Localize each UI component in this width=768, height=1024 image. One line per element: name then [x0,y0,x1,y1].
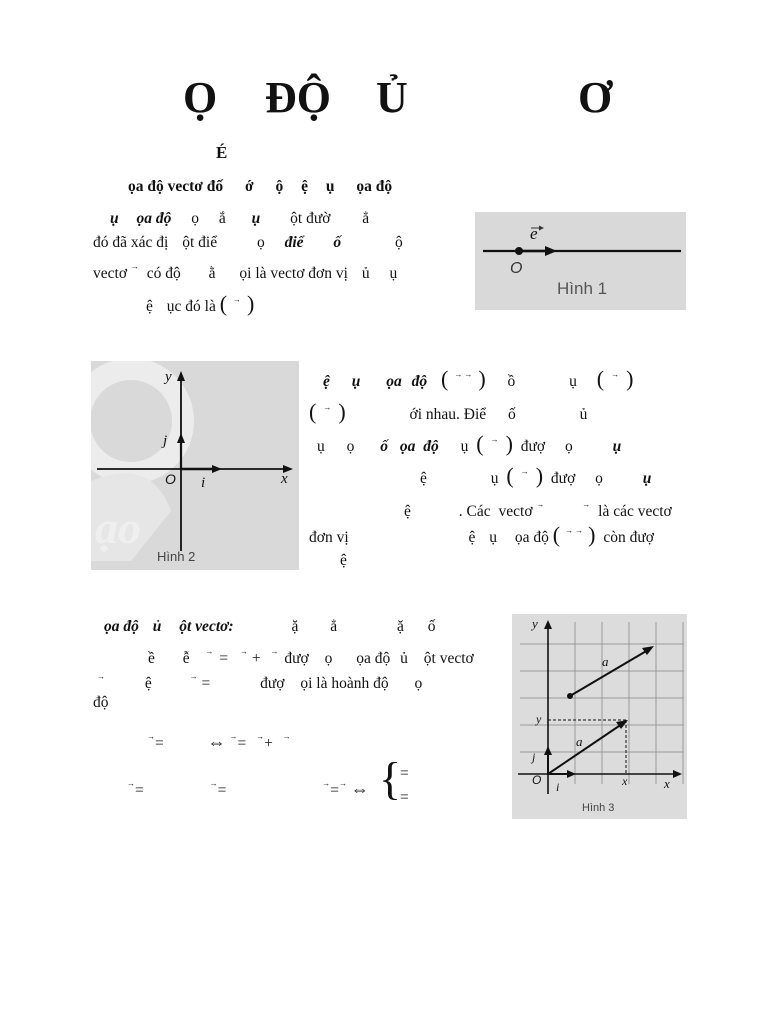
fig1-vector-label: e [530,224,538,243]
p1-line-4: ệ ục đó là ( → ) [146,291,255,316]
p1-line-1: ụ ọa độ ọ ắ ụ ột đườ ẳ [110,210,370,227]
p2-line-7: ệ [340,552,347,569]
subheading: ọa độ vectơ đố ớ ộ ệ ụ ọa độ [128,178,393,195]
fig3-vector-a-bottom-label: a [576,734,583,749]
p2-line-4: ệ ụ ( → ) đượ ọ ụ [420,463,652,488]
p2-line-2: ( → ) ới nhau. Điể ố ủ [309,399,588,424]
fig2-caption: Hình 2 [157,549,196,564]
fig3-y-tick-label: y [536,712,542,726]
fig2-origin-label: O [165,471,176,487]
p3-line-4: độ [93,694,109,711]
title-part-1: Ọ [183,73,218,122]
fig3-vector-a-top-label: a [602,654,609,669]
figure-2 [91,361,299,570]
p1-line-2: đó đã xác đị ột điể ọ điể ố ộ [93,234,403,251]
p2-line-5: ệ . Các vectơ → → là các vectơ [404,500,672,520]
fig3-y-label: y [532,616,538,631]
fig3-origin-label: O [532,773,542,787]
system-brace: { [379,753,402,804]
fig3-x-tick-label: x [622,774,628,788]
fig3-caption: Hình 3 [582,802,615,814]
figure-3 [512,614,687,819]
p3-line-2: ề ễ → = → + → đượ ọ ọa độ ủ ột vectơ [148,647,474,667]
fig2-x-label: x [281,471,288,487]
fig2-watermark: ạo [95,502,141,553]
p3-line-5: →= ⇔ →= →+ → [147,732,291,752]
p2-line-1: ệ ụ ọa độ ( → → ) ồ ụ ( → ) [323,366,634,391]
p1-line-3: vectơ → có độ ằ ọi là vectơ đơn vị ủ ụ [93,262,398,282]
section-heading: É [216,143,228,162]
fig3-x-label: x [664,776,670,791]
p3-line-3: → ệ → = đượ ọi là hoành độ ọ [97,672,423,692]
title-part-4: Ơ [578,73,613,122]
p2-line-6: đơn vị ệ ụ ọa độ ( → → ) còn đượ [309,522,654,547]
p2-line-3: ụ ọ ố ọa độ ụ ( → ) đượ ọ ụ [317,431,622,456]
fig3-i-label: i [556,780,560,794]
title-part-2: ĐỘ [265,73,331,122]
fig2-y-label: y [165,369,172,385]
system-eq-2: = [400,789,409,806]
p3-line-6: →= →= →=→ ⇔ [127,779,369,799]
p3-line-1: ọa độ ủ ột vectơ: ặ ẳ ặ ố [104,618,436,635]
fig1-origin-label: O [510,260,523,277]
fig2-j-label: j [163,433,168,449]
fig1-caption: Hình 1 [557,279,608,298]
system-eq-1: = [400,765,409,782]
fig2-i-label: i [201,475,206,491]
fig3-j-label: j [532,750,536,764]
title-part-3: Ủ [376,73,408,122]
figure-1 [475,212,686,310]
